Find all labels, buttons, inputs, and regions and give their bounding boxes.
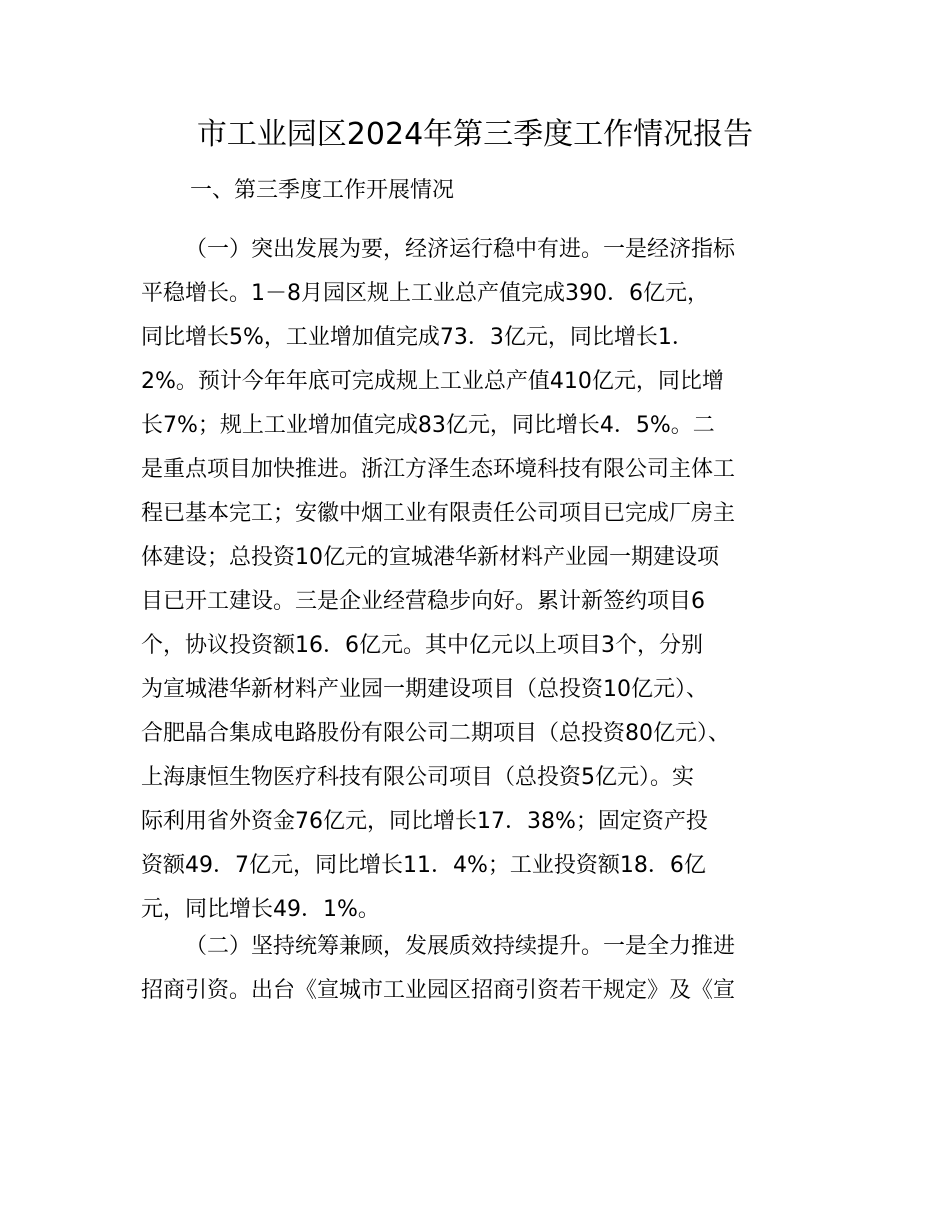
paragraph-line: 上海康恒生物医疗科技有限公司项目（总投资5亿元）。实 [141,765,694,790]
paragraph-economic-operation [141,228,821,932]
paragraph-development-quality [141,925,821,1013]
paragraph-line: 招商引资。出台《宣城市工业园区招商引资若干规定》及《宣 [141,978,736,1003]
paragraph-line: 长7%；规上工业增加值完成83亿元，同比增长4．5%。二 [141,413,715,438]
paragraph-line: 平稳增长。1－8月园区规上工业总产值完成390．6亿元， [141,281,709,306]
paragraph-line: 目已开工建设。三是企业经营稳步向好。累计新签约项目6 [141,589,705,614]
paragraph-line: 个，协议投资额16．6亿元。其中亿元以上项目3个，分别 [141,633,703,658]
paragraph-line: 资额49．7亿元，同比增长11．4%；工业投资额18．6亿 [141,853,706,878]
paragraph-line: 是重点项目加快推进。浙江方泽生态环境科技有限公司主体工 [141,457,736,482]
section-heading: 一、第三季度工作开展情况 [190,178,455,203]
paragraph-line: 体建设；总投资10亿元的宣城港华新材料产业园一期建设项 [141,545,719,570]
paragraph-line: 际利用省外资金76亿元，同比增长17．38%；固定资产投 [141,809,708,834]
paragraph-line: 程已基本完工；安徽中烟工业有限责任公司项目已完成厂房主 [141,501,736,526]
paragraph-line: 2%。预计今年年底可完成规上工业总产值410亿元，同比增 [141,369,724,394]
paragraph-line: 元，同比增长49．1%。 [141,897,380,922]
paragraph-line: 合肥晶合集成电路股份有限公司二期项目（总投资80亿元）、 [141,721,730,746]
paragraph-line: （一）突出发展为要，经济运行稳中有进。一是经济指标 [185,237,736,262]
paragraph-line: （二）坚持统筹兼顾，发展质效持续提升。一是全力推进 [185,934,736,959]
paragraph-line: 同比增长5%，工业增加值完成73．3亿元，同比增长1． [141,325,694,350]
paragraph-line: 为宣城港华新材料产业园一期建设项目（总投资10亿元）、 [141,677,708,702]
page-title: 市工业园区2024年第三季度工作情况报告 [196,117,754,152]
